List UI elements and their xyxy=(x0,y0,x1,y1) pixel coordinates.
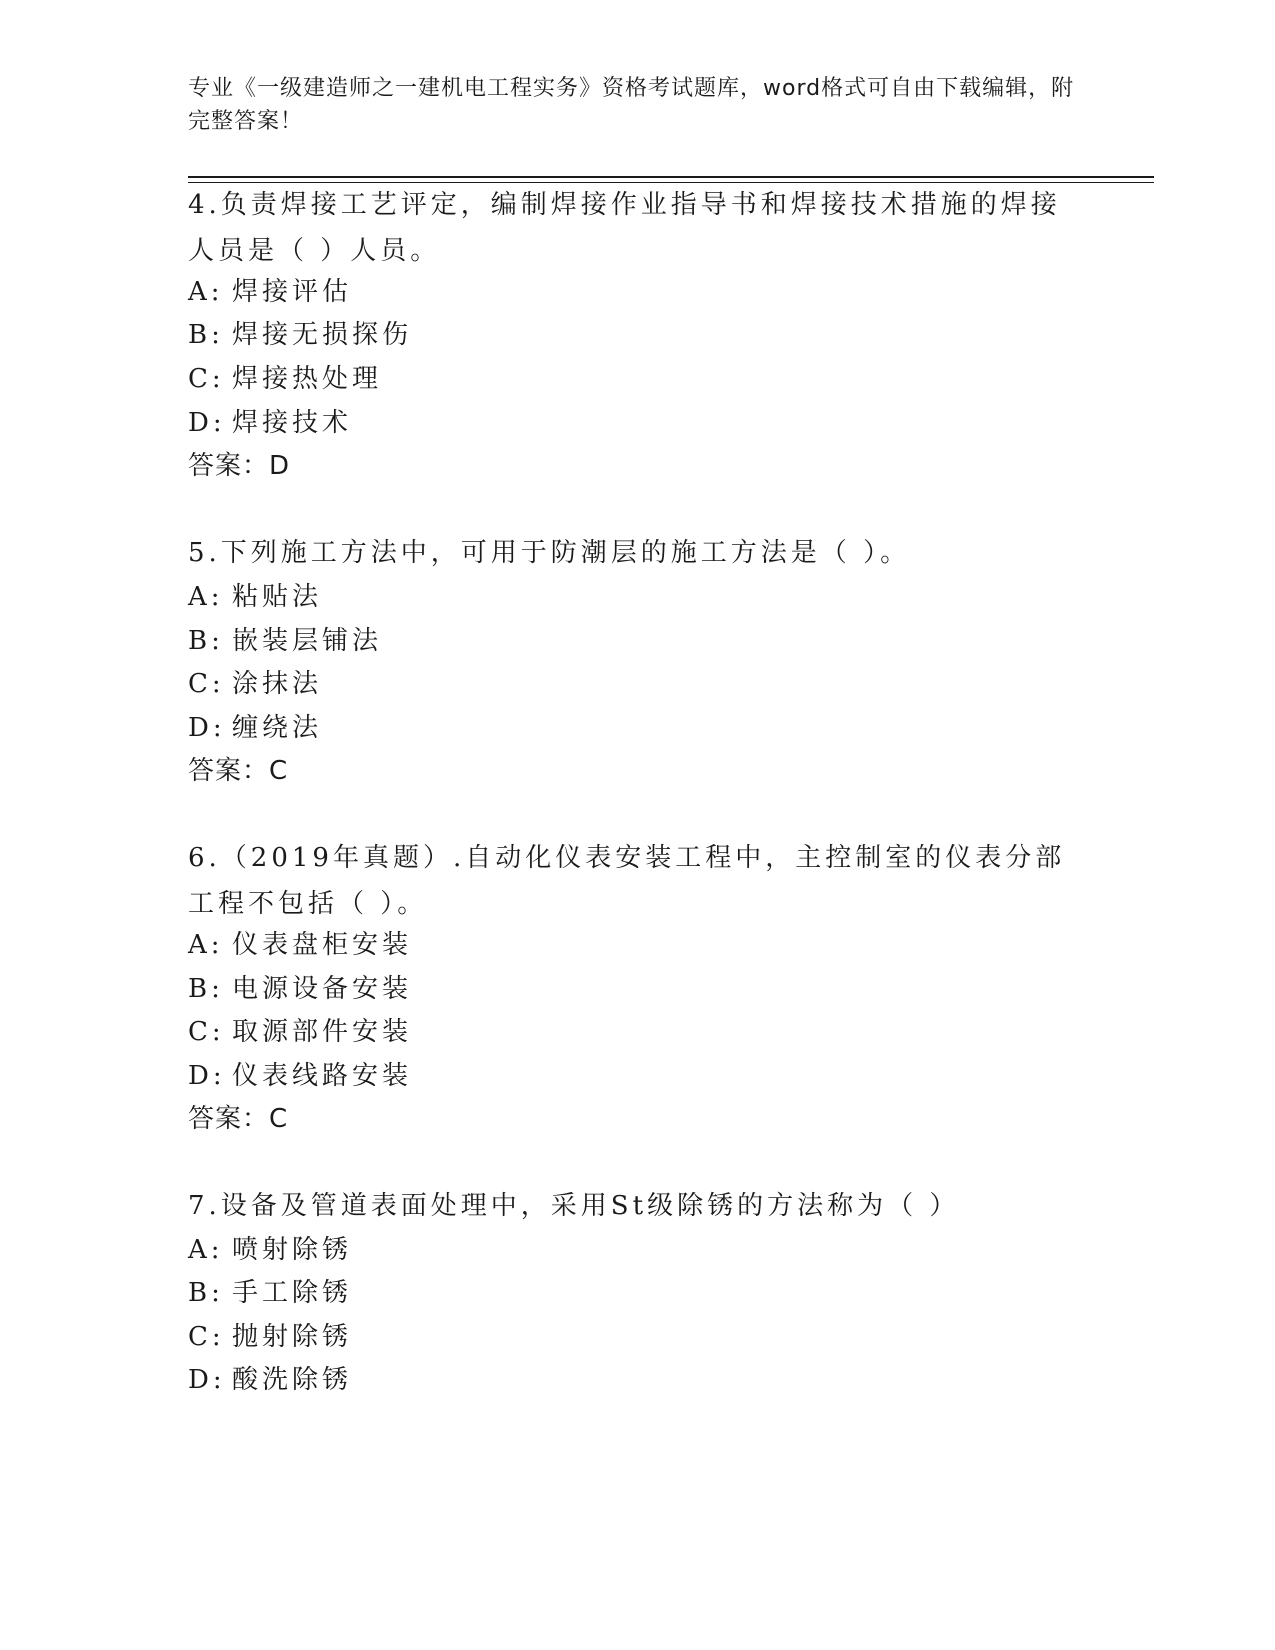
option-text: 手工除锈 xyxy=(232,1278,353,1308)
question-7-option-c xyxy=(188,1314,352,1360)
question-7-option-b xyxy=(188,1270,352,1316)
option-key: D: xyxy=(188,1365,226,1395)
option-key: D: xyxy=(188,713,226,743)
question-7-stem: 7.设备及管道表面处理中，采用St级除锈的方法称为（ ） xyxy=(188,1191,960,1221)
option-text: 焊接热处理 xyxy=(232,364,383,394)
option-text: 嵌装层铺法 xyxy=(232,626,383,656)
question-4-answer: 答案：D xyxy=(188,451,291,481)
option-key: B: xyxy=(188,320,224,350)
question-6-option-a xyxy=(188,922,412,968)
question-5-stem: 5.下列施工方法中，可用于防潮层的施工方法是（ ）。 xyxy=(188,538,911,568)
option-key: B: xyxy=(188,1278,224,1308)
option-key: D: xyxy=(188,1061,226,1091)
header-rule-thick xyxy=(188,176,1154,178)
option-text: 电源设备安装 xyxy=(232,974,413,1004)
document-header: 专业《一级建造师之一建机电工程实务》资格考试题库，word格式可自由下载编辑，附完整答案！ xyxy=(188,76,1075,134)
option-key: C: xyxy=(188,364,225,394)
question-6-option-c xyxy=(188,1009,412,1055)
option-key: A: xyxy=(188,582,224,612)
question-6-option-b xyxy=(188,966,412,1012)
question-5-option-d xyxy=(188,705,322,751)
option-text: 缠绕法 xyxy=(232,713,323,743)
option-text: 仪表盘柜安装 xyxy=(232,930,413,960)
question-4-stem: 4.负责焊接工艺评定，编制焊接作业指导书和焊接技术措施的焊接人员是（ ）人员。 xyxy=(188,190,1061,266)
question-4-option-d xyxy=(188,400,352,446)
option-key: C: xyxy=(188,1322,225,1352)
question-5-option-c xyxy=(188,661,322,707)
option-text: 焊接评估 xyxy=(232,277,353,307)
option-key: C: xyxy=(188,1017,225,1047)
question-6-answer: 答案：C xyxy=(188,1104,289,1134)
option-text: 仪表线路安装 xyxy=(232,1061,413,1091)
option-key: D: xyxy=(188,408,226,438)
question-5-option-a xyxy=(188,574,322,620)
option-text: 焊接技术 xyxy=(232,408,353,438)
question-7-option-d xyxy=(188,1357,352,1403)
option-text: 取源部件安装 xyxy=(232,1017,413,1047)
option-key: A: xyxy=(188,1235,224,1265)
option-text: 焊接无损探伤 xyxy=(232,320,413,350)
option-key: B: xyxy=(188,626,224,656)
question-7-option-a xyxy=(188,1227,352,1273)
option-text: 酸洗除锈 xyxy=(232,1365,353,1395)
question-4-option-a xyxy=(188,269,352,315)
option-key: A: xyxy=(188,930,224,960)
option-text: 粘贴法 xyxy=(232,582,323,612)
question-5-answer: 答案：C xyxy=(188,756,289,786)
question-4-option-c xyxy=(188,356,382,402)
option-key: C: xyxy=(188,669,225,699)
question-6-stem: 6.（2019年真题）.自动化仪表安装工程中，主控制室的仪表分部工程不包括（ ）。 xyxy=(188,843,1066,919)
question-5-option-b xyxy=(188,618,382,664)
option-key: A: xyxy=(188,277,224,307)
question-6-option-d xyxy=(188,1053,412,1099)
question-4-option-b xyxy=(188,312,412,358)
option-text: 抛射除锈 xyxy=(232,1322,353,1352)
option-text: 喷射除锈 xyxy=(232,1235,353,1265)
option-key: B: xyxy=(188,974,224,1004)
option-text: 涂抹法 xyxy=(232,669,323,699)
